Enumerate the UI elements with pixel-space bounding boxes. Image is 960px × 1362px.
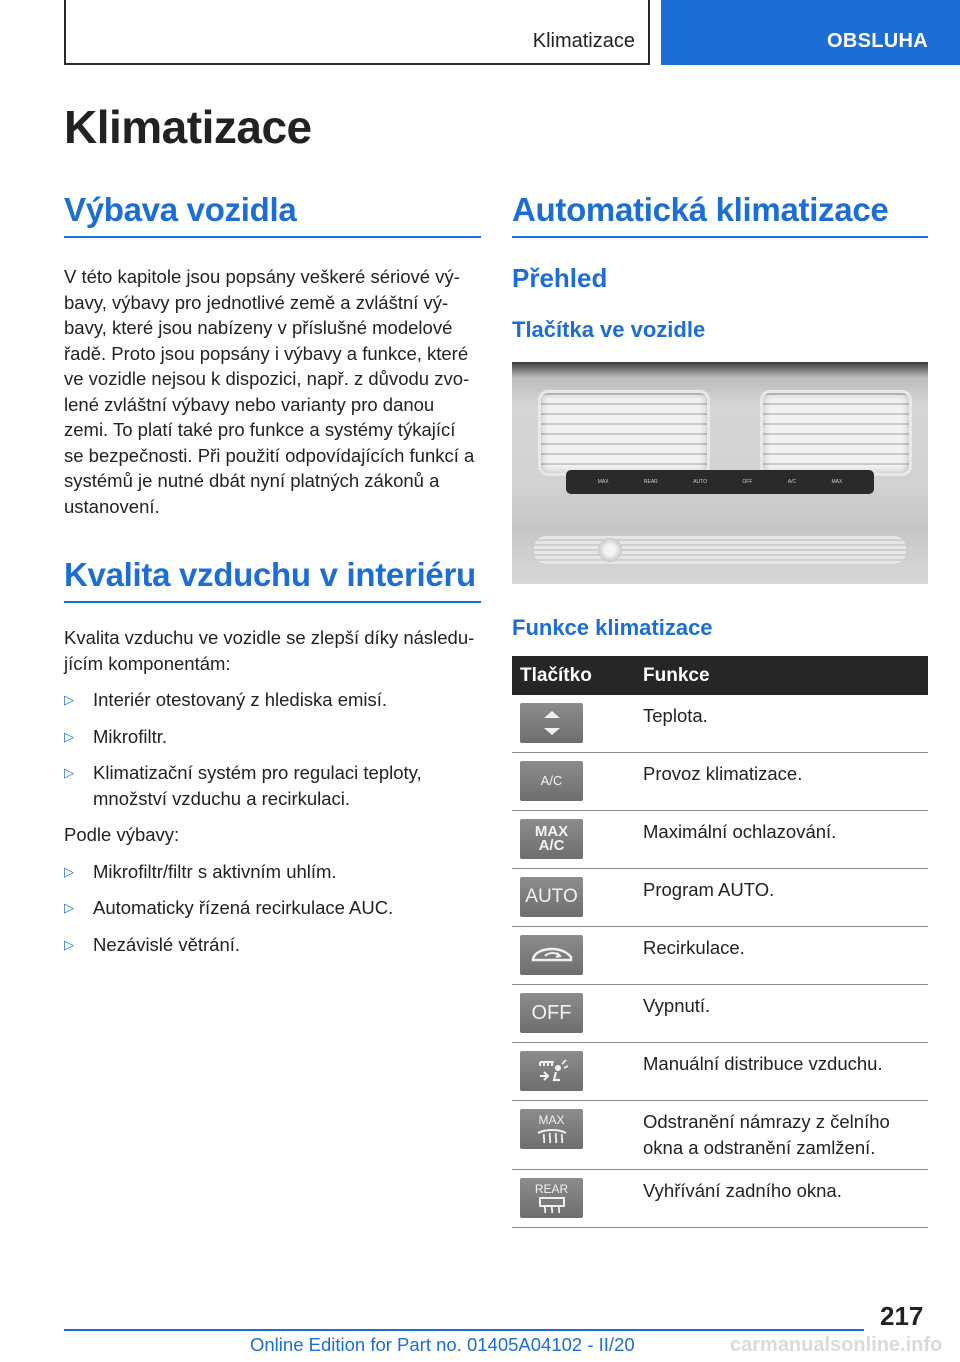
function-text: Vyhřívání zadního okna. [635, 1170, 928, 1228]
equipment-dependent-label: Podle výbavy: [64, 824, 180, 845]
right-air-vent [760, 390, 912, 476]
table-header-row [512, 656, 928, 695]
header-tab[interactable]: OBSLUHA [661, 0, 960, 65]
list-item: ▷ Nezávislé větrání. [64, 932, 481, 958]
page-number: 217 [880, 1301, 924, 1331]
lower-vent [534, 536, 906, 564]
function-text: Program AUTO. [635, 869, 928, 927]
list-item: ▷ Interiér otestovaný z hlediska emisí. [64, 687, 481, 713]
recirculation-icon [520, 935, 583, 975]
function-text: Recirkulace. [635, 927, 928, 985]
section-title-equipment: Výbava vozidla [64, 190, 481, 238]
watermark: carmanualsonline.info [730, 1334, 943, 1356]
left-column [64, 190, 481, 957]
bullet-marker-icon: ▷ [64, 765, 74, 780]
section-title-air-quality: Kvalita vzduchu v interiéru [64, 555, 481, 603]
air-distribution-icon [520, 1051, 583, 1091]
function-text: Provoz klimatizace. [635, 753, 928, 811]
optional-list [64, 859, 481, 958]
overview-heading: Přehled [512, 263, 608, 293]
section-title-auto-climate: Automatická klimatizace [512, 190, 928, 238]
functions-table [512, 656, 928, 1228]
auto-button-icon: AUTO [520, 877, 583, 917]
function-text: Teplota. [635, 695, 928, 753]
buttons-heading: Tlačítka ve vozidle [512, 317, 706, 342]
bullet-marker-icon: ▷ [64, 900, 74, 915]
off-button-icon: OFF [520, 993, 583, 1033]
header-section-title: Klimatizace [532, 30, 635, 52]
list-item: ▷ Automaticky řízená recirkulace AUC. [64, 895, 481, 921]
list-item: ▷ Mikrofiltr/filtr s aktivním uhlím. [64, 859, 481, 885]
bullet-marker-icon: ▷ [64, 728, 74, 744]
climate-control-panel: MAX REAR AUTO OFF A/C MAX [566, 470, 874, 494]
function-text: Maximální ochlazování. [635, 811, 928, 869]
bullet-marker-icon: ▷ [64, 863, 74, 879]
max-defrost-icon: MAX [520, 1109, 583, 1149]
volume-knob [598, 538, 622, 562]
footer-rule [64, 1329, 864, 1331]
function-text: Odstranění námrazy z čelního okna a odstranění zamlžení. [635, 1101, 928, 1170]
table-row [512, 695, 928, 753]
table-row [512, 927, 928, 985]
footer-edition: Online Edition for Part no. 01405A04102 - II/20 [250, 1334, 635, 1355]
rear-defrost-icon: REAR [520, 1178, 583, 1218]
bullet-marker-icon: ▷ [64, 936, 74, 952]
max-ac-button-icon: MAX A/C [520, 819, 583, 859]
list-item: ▷ Mikrofiltr. [64, 724, 481, 750]
table-row [512, 869, 928, 927]
functions-heading: Funkce klimatizace [512, 615, 713, 640]
right-column [512, 190, 928, 1228]
bullet-marker-icon: ▷ [64, 692, 74, 707]
equipment-paragraph: V této kapitole jsou popsány veškeré sériové vý‐ bavy, výbavy pro jednotlivé země a zvláštní vý‐ bavy, které jsou nabízeny v příslušné modelové řadě. Proto jsou popsány i výbavy a funkce, které ve vozidle nejsou k dispozici, např. z důvodu zvo‐ lené zvláštní výbavy nebo varianty pro danou zemi. To platí také pro funkce a systémy týkající se bezpečnosti. Při použití odpovídajících funkcí a systémů je nutné dbát nyní platných zákonů a ustanovení. [64, 266, 475, 517]
column-header-function: Funkce [635, 656, 928, 695]
chapter-title: Klimatizace [64, 101, 312, 153]
dashboard-photo [512, 362, 928, 584]
table-row [512, 753, 928, 811]
components-list [64, 687, 481, 811]
function-text: Vypnutí. [635, 985, 928, 1043]
left-air-vent [538, 390, 710, 476]
table-row [512, 811, 928, 869]
table-row [512, 985, 928, 1043]
table-row [512, 1170, 928, 1228]
list-item: ▷ Klimatizační systém pro regulaci teploty, množství vzduchu a recirkulaci. [64, 762, 422, 809]
air-quality-paragraph: Kvalita vzduchu ve vozidle se zlepší díky následu‐ jícím komponentám: [64, 627, 475, 674]
ac-button-icon: A/C [520, 761, 583, 801]
function-text: Manuální distribuce vzduchu. [635, 1043, 928, 1101]
table-row [512, 1101, 928, 1170]
temperature-arrows-icon [520, 703, 583, 743]
column-header-button: Tlačítko [512, 656, 635, 695]
table-row [512, 1043, 928, 1101]
